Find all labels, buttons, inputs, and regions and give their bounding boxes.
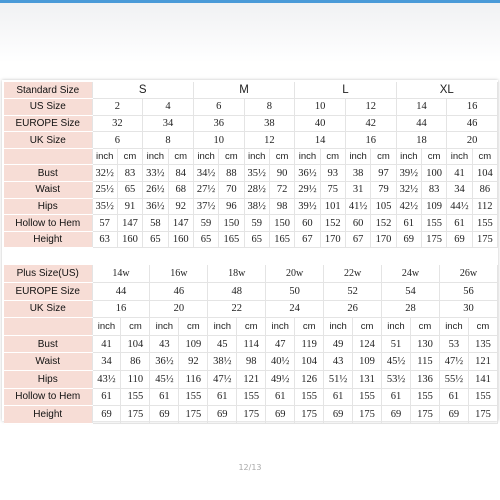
- measurement-label: Bust: [4, 335, 92, 353]
- measurement-cell: 43½: [92, 371, 121, 389]
- size-cell: 44: [92, 283, 150, 301]
- measurement-cell: 155: [353, 388, 382, 406]
- row-label: EUROPE Size: [4, 283, 92, 301]
- measurement-cell: 83: [421, 182, 446, 199]
- measurement-cell: 69: [208, 406, 237, 424]
- measurement-cell: 25½: [92, 182, 117, 199]
- measurement-cell: 88: [219, 165, 244, 182]
- measurement-cell: 165: [269, 231, 294, 248]
- measurement-cell: 175: [121, 406, 150, 424]
- measurement-cell: 124: [353, 335, 382, 353]
- measurement-cell: 90: [269, 165, 294, 182]
- measurement-cell: 119: [295, 335, 324, 353]
- unit-cell: cm: [269, 148, 294, 165]
- unit-cell: inch: [92, 148, 117, 165]
- measurement-cell: 105: [371, 198, 396, 215]
- measurement-cell: 152: [320, 215, 345, 232]
- measurement-cell: 58: [143, 215, 168, 232]
- unit-cell: cm: [371, 148, 396, 165]
- measurement-cell: 86: [472, 182, 497, 199]
- measurement-cell: 147: [168, 215, 193, 232]
- measurement-cell: 67: [345, 231, 370, 248]
- measurement-cell: 47½: [208, 371, 237, 389]
- measurement-cell: 31: [345, 182, 370, 199]
- measurement-cell: 70: [219, 182, 244, 199]
- size-cell: 18: [396, 132, 447, 149]
- measurement-cell: 51: [382, 335, 411, 353]
- measurement-cell: 38: [345, 165, 370, 182]
- measurement-cell: 34½: [193, 165, 218, 182]
- size-header-cell: 14w: [92, 265, 150, 283]
- unit-cell: cm: [237, 318, 266, 336]
- measurement-cell: 104: [472, 165, 497, 182]
- size-header-cell: 22w: [324, 265, 382, 283]
- unit-cell: inch: [150, 318, 179, 336]
- units-label-blank: [4, 318, 92, 336]
- measurement-cell: 91: [117, 198, 142, 215]
- size-cell: 52: [324, 283, 382, 301]
- size-cell: 8: [143, 132, 194, 149]
- unit-cell: cm: [320, 148, 345, 165]
- size-cell: 6: [193, 99, 244, 116]
- unit-cell: inch: [208, 318, 237, 336]
- size-cell: 6: [92, 132, 143, 149]
- measurement-cell: 136: [410, 371, 439, 389]
- measurement-cell: 160: [117, 231, 142, 248]
- measurement-cell: 96: [219, 198, 244, 215]
- measurement-cell: 61: [208, 388, 237, 406]
- measurement-cell: 116: [179, 371, 208, 389]
- measurement-cell: 65: [193, 231, 218, 248]
- measurement-cell: 61: [396, 215, 421, 232]
- measurement-cell: 51½: [324, 371, 353, 389]
- unit-cell: inch: [382, 318, 411, 336]
- measurement-cell: 69: [439, 406, 468, 424]
- unit-cell: inch: [345, 148, 370, 165]
- measurement-cell: 155: [237, 388, 266, 406]
- row-label: UK Size: [4, 300, 92, 318]
- plus-size-table: [4, 265, 498, 424]
- unit-cell: cm: [117, 148, 142, 165]
- measurement-cell: 34: [92, 353, 121, 371]
- size-header-cell: 18w: [208, 265, 266, 283]
- measurement-cell: 175: [472, 231, 497, 248]
- measurement-cell: 61: [324, 388, 353, 406]
- measurement-cell: 135: [468, 335, 497, 353]
- measurement-cell: 59: [244, 215, 269, 232]
- measurement-cell: 155: [468, 388, 497, 406]
- measurement-cell: 150: [269, 215, 294, 232]
- size-conversion-row: [4, 300, 498, 318]
- size-cell: 12: [244, 132, 295, 149]
- measurement-cell: 155: [179, 388, 208, 406]
- unit-cell: inch: [266, 318, 295, 336]
- measurement-cell: 147: [117, 215, 142, 232]
- unit-cell: cm: [295, 318, 324, 336]
- size-cell: 14: [295, 132, 346, 149]
- size-cell: 40: [295, 115, 346, 132]
- measurement-cell: 69: [324, 406, 353, 424]
- measurement-cell: 38½: [208, 353, 237, 371]
- units-row: [4, 318, 498, 336]
- measurement-cell: 110: [121, 371, 150, 389]
- size-header-row: [4, 82, 498, 99]
- measurement-cell: 63: [92, 231, 117, 248]
- unit-cell: inch: [143, 148, 168, 165]
- measurement-row: [4, 388, 498, 406]
- measurement-cell: 45: [208, 335, 237, 353]
- measurement-cell: 69: [150, 406, 179, 424]
- measurement-cell: 49: [324, 335, 353, 353]
- measurement-cell: 72: [269, 182, 294, 199]
- measurement-cell: 47: [266, 335, 295, 353]
- measurement-cell: 155: [121, 388, 150, 406]
- size-cell: 14: [396, 99, 447, 116]
- measurement-cell: 35½: [244, 165, 269, 182]
- size-header-cell: L: [295, 82, 396, 99]
- measurement-cell: 97: [371, 165, 396, 182]
- measurement-cell: 98: [237, 353, 266, 371]
- size-conversion-row: [4, 115, 498, 132]
- unit-cell: inch: [447, 148, 472, 165]
- size-cell: 38: [244, 115, 295, 132]
- measurement-cell: 175: [410, 406, 439, 424]
- measurement-cell: 165: [219, 231, 244, 248]
- size-chart-sheet: [2, 80, 498, 421]
- unit-cell: cm: [121, 318, 150, 336]
- measurement-cell: 92: [168, 198, 193, 215]
- measurement-cell: 175: [179, 406, 208, 424]
- measurement-label: Bust: [4, 165, 92, 182]
- unit-cell: inch: [244, 148, 269, 165]
- measurement-cell: 114: [237, 335, 266, 353]
- size-conversion-row: [4, 132, 498, 149]
- measurement-cell: 93: [320, 165, 345, 182]
- measurement-label: Height: [4, 406, 92, 424]
- measurement-label: Hollow to Hem: [4, 215, 92, 232]
- measurement-row: [4, 371, 498, 389]
- measurement-cell: 75: [320, 182, 345, 199]
- measurement-cell: 60: [295, 215, 320, 232]
- size-cell: 48: [208, 283, 266, 301]
- unit-cell: inch: [295, 148, 320, 165]
- measurement-row: [4, 335, 498, 353]
- size-cell: 20: [150, 300, 208, 318]
- size-cell: 16: [92, 300, 150, 318]
- measurement-cell: 65: [244, 231, 269, 248]
- measurement-cell: 79: [371, 182, 396, 199]
- measurement-cell: 175: [295, 406, 324, 424]
- measurement-cell: 131: [353, 371, 382, 389]
- measurement-cell: 27½: [193, 182, 218, 199]
- row-label: US Size: [4, 99, 92, 116]
- measurement-cell: 175: [468, 406, 497, 424]
- measurement-cell: 40½: [266, 353, 295, 371]
- measurement-cell: 98: [269, 198, 294, 215]
- measurement-cell: 49½: [266, 371, 295, 389]
- measurement-cell: 155: [421, 215, 446, 232]
- measurement-row: [4, 231, 498, 248]
- measurement-cell: 36½: [150, 353, 179, 371]
- measurement-cell: 26½: [143, 182, 168, 199]
- measurement-cell: 42½: [396, 198, 421, 215]
- measurement-cell: 39½: [295, 198, 320, 215]
- page-number: 12/13: [238, 463, 262, 472]
- measurement-cell: 41: [447, 165, 472, 182]
- measurement-cell: 155: [295, 388, 324, 406]
- row-label: UK Size: [4, 132, 92, 149]
- unit-cell: inch: [193, 148, 218, 165]
- measurement-cell: 53: [439, 335, 468, 353]
- table-title: Standard Size: [4, 82, 92, 99]
- measurement-label: Hips: [4, 371, 92, 389]
- size-cell: 20: [447, 132, 498, 149]
- measurement-cell: 130: [410, 335, 439, 353]
- unit-cell: cm: [179, 318, 208, 336]
- measurement-cell: 155: [410, 388, 439, 406]
- measurement-row: [4, 406, 498, 424]
- top-shade: [0, 3, 500, 63]
- measurement-cell: 59: [193, 215, 218, 232]
- measurement-cell: 69: [396, 231, 421, 248]
- measurement-cell: 175: [237, 406, 266, 424]
- size-cell: 10: [193, 132, 244, 149]
- measurement-cell: 60: [345, 215, 370, 232]
- unit-cell: cm: [168, 148, 193, 165]
- measurement-cell: 61: [439, 388, 468, 406]
- size-header-cell: 26w: [439, 265, 497, 283]
- measurement-cell: 69: [382, 406, 411, 424]
- measurement-cell: 41: [92, 335, 121, 353]
- unit-cell: inch: [396, 148, 421, 165]
- measurement-cell: 45½: [382, 353, 411, 371]
- measurement-cell: 92: [179, 353, 208, 371]
- measurement-cell: 86: [121, 353, 150, 371]
- unit-cell: cm: [468, 318, 497, 336]
- measurement-cell: 61: [92, 388, 121, 406]
- measurement-cell: 69: [92, 406, 121, 424]
- measurement-cell: 69: [447, 231, 472, 248]
- measurement-cell: 175: [353, 406, 382, 424]
- measurement-row: [4, 165, 498, 182]
- size-cell: 24: [266, 300, 324, 318]
- size-cell: 56: [439, 283, 497, 301]
- measurement-cell: 53½: [382, 371, 411, 389]
- size-header-cell: XL: [396, 82, 497, 99]
- measurement-row: [4, 198, 498, 215]
- measurement-cell: 104: [295, 353, 324, 371]
- size-cell: 26: [324, 300, 382, 318]
- measurement-cell: 141: [468, 371, 497, 389]
- size-cell: 12: [345, 99, 396, 116]
- measurement-label: Hollow to Hem: [4, 388, 92, 406]
- size-cell: 30: [439, 300, 497, 318]
- size-conversion-row: [4, 99, 498, 116]
- measurement-cell: 84: [168, 165, 193, 182]
- measurement-cell: 115: [410, 353, 439, 371]
- measurement-cell: 32½: [92, 165, 117, 182]
- size-cell: 22: [208, 300, 266, 318]
- measurement-cell: 126: [295, 371, 324, 389]
- size-cell: 8: [244, 99, 295, 116]
- measurement-cell: 38½: [244, 198, 269, 215]
- size-conversion-row: [4, 283, 498, 301]
- measurement-cell: 109: [179, 335, 208, 353]
- row-label: EUROPE Size: [4, 115, 92, 132]
- measurement-cell: 44½: [447, 198, 472, 215]
- size-cell: 50: [266, 283, 324, 301]
- measurement-label: Hips: [4, 198, 92, 215]
- size-cell: 44: [396, 115, 447, 132]
- measurement-cell: 160: [168, 231, 193, 248]
- size-header-row: [4, 265, 498, 283]
- measurement-cell: 43: [324, 353, 353, 371]
- unit-cell: cm: [410, 318, 439, 336]
- unit-cell: inch: [92, 318, 121, 336]
- table-title: Plus Size(US): [4, 265, 92, 283]
- measurement-cell: 104: [121, 335, 150, 353]
- measurement-cell: 61: [266, 388, 295, 406]
- measurement-cell: 109: [421, 198, 446, 215]
- unit-cell: inch: [439, 318, 468, 336]
- measurement-cell: 28½: [244, 182, 269, 199]
- size-cell: 10: [295, 99, 346, 116]
- measurement-cell: 170: [320, 231, 345, 248]
- measurement-cell: 32½: [396, 182, 421, 199]
- measurement-cell: 34: [447, 182, 472, 199]
- size-header-cell: 24w: [382, 265, 440, 283]
- measurement-cell: 67: [295, 231, 320, 248]
- size-cell: 36: [193, 115, 244, 132]
- measurement-cell: 61: [382, 388, 411, 406]
- size-header-cell: M: [193, 82, 294, 99]
- size-header-cell: S: [92, 82, 193, 99]
- measurement-row: [4, 182, 498, 199]
- measurement-label: Waist: [4, 182, 92, 199]
- measurement-cell: 36½: [143, 198, 168, 215]
- size-cell: 46: [447, 115, 498, 132]
- size-cell: 4: [143, 99, 194, 116]
- measurement-cell: 101: [320, 198, 345, 215]
- measurement-cell: 37½: [193, 198, 218, 215]
- measurement-cell: 29½: [295, 182, 320, 199]
- measurement-cell: 41½: [345, 198, 370, 215]
- measurement-cell: 170: [371, 231, 396, 248]
- unit-cell: cm: [472, 148, 497, 165]
- measurement-cell: 68: [168, 182, 193, 199]
- measurement-cell: 175: [421, 231, 446, 248]
- units-label-blank: [4, 148, 92, 165]
- measurement-cell: 65: [143, 231, 168, 248]
- measurement-cell: 47½: [439, 353, 468, 371]
- measurement-cell: 45½: [150, 371, 179, 389]
- size-header-cell: 20w: [266, 265, 324, 283]
- measurement-cell: 83: [117, 165, 142, 182]
- measurement-cell: 155: [472, 215, 497, 232]
- measurement-cell: 61: [447, 215, 472, 232]
- size-cell: 46: [150, 283, 208, 301]
- measurement-cell: 69: [266, 406, 295, 424]
- units-row: [4, 148, 498, 165]
- size-header-cell: 16w: [150, 265, 208, 283]
- unit-cell: inch: [324, 318, 353, 336]
- measurement-cell: 57: [92, 215, 117, 232]
- unit-cell: cm: [219, 148, 244, 165]
- standard-size-table: [4, 82, 498, 248]
- measurement-cell: 65: [117, 182, 142, 199]
- size-cell: 16: [345, 132, 396, 149]
- size-cell: 34: [143, 115, 194, 132]
- size-cell: 16: [447, 99, 498, 116]
- measurement-label: Height: [4, 231, 92, 248]
- size-cell: 54: [382, 283, 440, 301]
- measurement-cell: 55½: [439, 371, 468, 389]
- measurement-cell: 152: [371, 215, 396, 232]
- measurement-row: [4, 353, 498, 371]
- measurement-cell: 39½: [396, 165, 421, 182]
- unit-cell: cm: [421, 148, 446, 165]
- size-cell: 42: [345, 115, 396, 132]
- measurement-cell: 100: [421, 165, 446, 182]
- unit-cell: cm: [353, 318, 382, 336]
- size-cell: 32: [92, 115, 143, 132]
- measurement-cell: 61: [150, 388, 179, 406]
- measurement-row: [4, 215, 498, 232]
- measurement-cell: 35½: [92, 198, 117, 215]
- measurement-cell: 121: [468, 353, 497, 371]
- measurement-label: Waist: [4, 353, 92, 371]
- measurement-cell: 33½: [143, 165, 168, 182]
- measurement-cell: 150: [219, 215, 244, 232]
- size-cell: 28: [382, 300, 440, 318]
- measurement-cell: 121: [237, 371, 266, 389]
- measurement-cell: 109: [353, 353, 382, 371]
- size-cell: 2: [92, 99, 143, 116]
- measurement-cell: 112: [472, 198, 497, 215]
- measurement-cell: 43: [150, 335, 179, 353]
- measurement-cell: 36½: [295, 165, 320, 182]
